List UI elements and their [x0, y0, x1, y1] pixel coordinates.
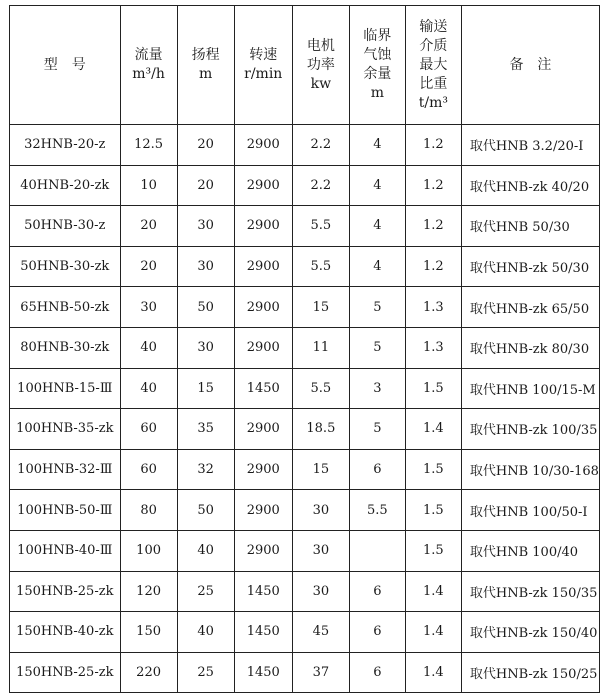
flow-cell: 60	[120, 449, 177, 490]
table-row	[10, 246, 600, 287]
header-line: 电机	[306, 37, 335, 54]
table-body	[10, 125, 600, 693]
npsh-cell	[349, 530, 405, 571]
head-cell: 50	[177, 490, 234, 531]
model-cell: 150HNB-25-zk	[10, 571, 121, 612]
header-unit: r/min	[244, 66, 283, 82]
flow-cell: 40	[120, 327, 177, 368]
model-cell: 65HNB-50-zk	[10, 287, 121, 328]
table-row	[10, 490, 600, 531]
header-unit: kw	[310, 75, 332, 92]
speed-cell: 2900	[234, 530, 292, 571]
table-row	[10, 612, 600, 653]
power-cell: 5.5	[292, 246, 349, 287]
header-model	[10, 6, 121, 125]
header-unit: m³/h	[132, 66, 165, 82]
header-line: 余量	[363, 66, 392, 82]
speed-cell: 2900	[234, 409, 292, 450]
npsh-cell: 6	[349, 652, 405, 693]
density-cell: 1.2	[405, 206, 461, 247]
flow-cell: 220	[120, 652, 177, 693]
remark-cell: 取代HNB 100/15-M	[461, 368, 599, 409]
header-npsh	[349, 6, 405, 125]
npsh-cell: 4	[349, 165, 405, 206]
speed-cell: 2900	[234, 125, 292, 166]
model-cell: 100HNB-32-Ⅲ	[10, 449, 121, 490]
header-row	[10, 6, 600, 125]
power-cell: 15	[292, 287, 349, 328]
header-line: 临界	[363, 28, 392, 44]
table-row	[10, 327, 600, 368]
header-flow	[120, 6, 177, 125]
header-line: 流量	[134, 47, 163, 63]
flow-cell: 40	[120, 368, 177, 409]
remark-cell: 取代HNB 50/30	[461, 206, 599, 247]
npsh-cell: 4	[349, 125, 405, 166]
spec-table-container	[9, 5, 600, 693]
head-cell: 15	[177, 368, 234, 409]
flow-cell: 80	[120, 490, 177, 531]
flow-cell: 30	[120, 287, 177, 328]
speed-cell: 2900	[234, 206, 292, 247]
npsh-cell: 5	[349, 409, 405, 450]
remark-cell: 取代HNB-zk 150/25	[461, 652, 599, 693]
head-cell: 30	[177, 246, 234, 287]
header-line: 型 号	[43, 56, 86, 73]
model-cell: 100HNB-15-Ⅲ	[10, 368, 121, 409]
header-max-density	[405, 6, 461, 125]
npsh-cell: 5	[349, 287, 405, 328]
density-cell: 1.4	[405, 652, 461, 693]
npsh-cell: 5.5	[349, 490, 405, 531]
density-cell: 1.5	[405, 490, 461, 531]
header-unit: m	[198, 66, 213, 82]
header-speed	[234, 6, 292, 125]
density-cell: 1.4	[405, 409, 461, 450]
header-line: 比重	[419, 75, 448, 92]
table-row	[10, 409, 600, 450]
speed-cell: 2900	[234, 449, 292, 490]
power-cell: 2.2	[292, 165, 349, 206]
power-cell: 18.5	[292, 409, 349, 450]
speed-cell: 1450	[234, 612, 292, 653]
speed-cell: 2900	[234, 327, 292, 368]
density-cell: 1.5	[405, 449, 461, 490]
flow-cell: 12.5	[120, 125, 177, 166]
table-row	[10, 206, 600, 247]
power-cell: 2.2	[292, 125, 349, 166]
header-head	[177, 6, 234, 125]
power-cell: 30	[292, 571, 349, 612]
table-row	[10, 530, 600, 571]
speed-cell: 2900	[234, 165, 292, 206]
table-row	[10, 652, 600, 693]
table-row	[10, 165, 600, 206]
model-cell: 100HNB-40-Ⅲ	[10, 530, 121, 571]
power-cell: 37	[292, 652, 349, 693]
header-line: 介质	[419, 37, 448, 54]
header-line: 输送	[419, 18, 448, 35]
flow-cell: 60	[120, 409, 177, 450]
head-cell: 50	[177, 287, 234, 328]
table-row	[10, 368, 600, 409]
density-cell: 1.5	[405, 530, 461, 571]
npsh-cell: 3	[349, 368, 405, 409]
model-cell: 50HNB-30-zk	[10, 246, 121, 287]
model-cell: 50HNB-30-z	[10, 206, 121, 247]
speed-cell: 2900	[234, 287, 292, 328]
density-cell: 1.2	[405, 125, 461, 166]
speed-cell: 1450	[234, 571, 292, 612]
model-cell: 150HNB-40-zk	[10, 612, 121, 653]
head-cell: 30	[177, 327, 234, 368]
remark-cell: 取代HNB 3.2/20-Ⅰ	[461, 125, 599, 166]
head-cell: 35	[177, 409, 234, 450]
table-row	[10, 449, 600, 490]
header-unit: m	[370, 85, 384, 101]
head-cell: 32	[177, 449, 234, 490]
flow-cell: 120	[120, 571, 177, 612]
model-cell: 100HNB-35-zk	[10, 409, 121, 450]
head-cell: 40	[177, 612, 234, 653]
remark-cell: 取代HNB-zk 100/35	[461, 409, 599, 450]
header-line: 最大	[419, 56, 448, 73]
density-cell: 1.4	[405, 571, 461, 612]
density-cell: 1.4	[405, 612, 461, 653]
table-row	[10, 287, 600, 328]
npsh-cell: 6	[349, 449, 405, 490]
remark-cell: 取代HNB-zk 150/40	[461, 612, 599, 653]
head-cell: 30	[177, 206, 234, 247]
remark-cell: 取代HNB-zk 80/30	[461, 327, 599, 368]
speed-cell: 2900	[234, 490, 292, 531]
npsh-cell: 6	[349, 612, 405, 653]
table-row	[10, 125, 600, 166]
header-line: 转速	[249, 47, 278, 63]
model-cell: 150HNB-25-zk	[10, 652, 121, 693]
header-line: 气蚀	[363, 47, 392, 63]
header-line: 备 注	[509, 56, 552, 73]
density-cell: 1.2	[405, 165, 461, 206]
model-cell: 80HNB-30-zk	[10, 327, 121, 368]
flow-cell: 20	[120, 246, 177, 287]
header-line: 功率	[306, 56, 335, 73]
model-cell: 100HNB-50-Ⅲ	[10, 490, 121, 531]
head-cell: 40	[177, 530, 234, 571]
power-cell: 30	[292, 490, 349, 531]
head-cell: 25	[177, 571, 234, 612]
npsh-cell: 5	[349, 327, 405, 368]
power-cell: 45	[292, 612, 349, 653]
flow-cell: 150	[120, 612, 177, 653]
model-cell: 40HNB-20-zk	[10, 165, 121, 206]
remark-cell: 取代HNB-zk 150/35	[461, 571, 599, 612]
remark-cell: 取代HNB 100/50-Ⅰ	[461, 490, 599, 531]
header-line: 扬程	[191, 47, 220, 63]
density-cell: 1.5	[405, 368, 461, 409]
power-cell: 15	[292, 449, 349, 490]
speed-cell: 2900	[234, 246, 292, 287]
flow-cell: 100	[120, 530, 177, 571]
remark-cell: 取代HNB 100/40	[461, 530, 599, 571]
npsh-cell: 4	[349, 206, 405, 247]
flow-cell: 10	[120, 165, 177, 206]
remark-cell: 取代HNB 10/30-168	[461, 449, 599, 490]
table-row	[10, 571, 600, 612]
flow-cell: 20	[120, 206, 177, 247]
power-cell: 5.5	[292, 368, 349, 409]
header-motor-power	[292, 6, 349, 125]
head-cell: 20	[177, 165, 234, 206]
model-cell: 32HNB-20-z	[10, 125, 121, 166]
remark-cell: 取代HNB-zk 50/30	[461, 246, 599, 287]
remark-cell: 取代HNB-zk 65/50	[461, 287, 599, 328]
speed-cell: 1450	[234, 652, 292, 693]
density-cell: 1.3	[405, 287, 461, 328]
npsh-cell: 4	[349, 246, 405, 287]
speed-cell: 1450	[234, 368, 292, 409]
density-cell: 1.3	[405, 327, 461, 368]
power-cell: 30	[292, 530, 349, 571]
header-remarks	[461, 6, 599, 125]
head-cell: 20	[177, 125, 234, 166]
power-cell: 5.5	[292, 206, 349, 247]
npsh-cell: 6	[349, 571, 405, 612]
density-cell: 1.2	[405, 246, 461, 287]
header-unit: t/m³	[418, 94, 448, 111]
remark-cell: 取代HNB-zk 40/20	[461, 165, 599, 206]
power-cell: 11	[292, 327, 349, 368]
head-cell: 25	[177, 652, 234, 693]
pump-spec-table	[9, 5, 600, 693]
